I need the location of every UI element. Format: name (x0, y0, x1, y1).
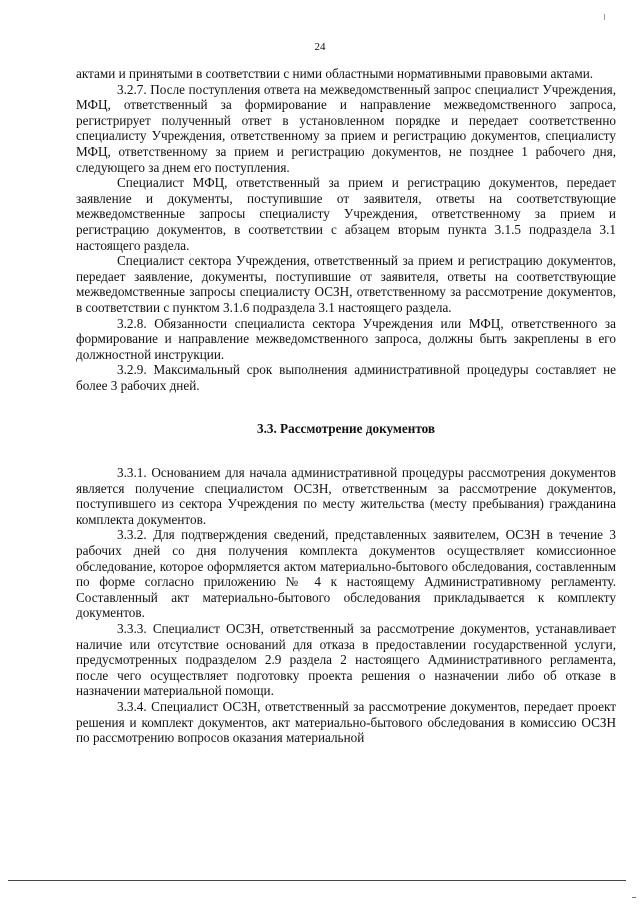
paragraph-3-2-8: 3.2.8. Обязанности специалиста сектора Учреждения или МФЦ, ответственного за формирование и направление межведомственного запроса, должны быть закреплены в его должностной инструкции. (76, 315, 616, 362)
paragraph-mfc-specialist: Специалист МФЦ, ответственный за прием и регистрацию документов, передает заявление и документы, поступившие от заявителя, ответы на соответствующие межведомственные запросы специалисту Учреждения, ответственному за прием и регистрацию документов, в соответствии с абзацем вторым пункта 3.1.5 подраздела 3.1 настоящего раздела. (76, 175, 616, 253)
paragraph-3-2-9: 3.2.9. Максимальный срок выполнения административной процедуры составляет не более 3 рабочих дней. (76, 362, 616, 393)
paragraph-sector-specialist: Специалист сектора Учреждения, ответственный за прием и регистрацию документов, передает заявление, документы, поступившие от заявителя, ответы на соответствующие межведомственные запросы специалисту ОСЗН, ответственному за рассмотрение документов, в соответствии с пунктом 3.1.6 подраздела 3.1 настоящего раздела. (76, 253, 616, 315)
scan-mark-corner (632, 897, 636, 898)
paragraph-3-3-3: 3.3.3. Специалист ОСЗН, ответственный за рассмотрение документов, устанавливает наличие или отсутствие оснований для отказа в предоставлении государственной услуги, предусмотренных подразделом 2.9 раздела 2 настоящего Административного регламента, после чего осуществляет подготовку проекта решения о назначении либо об отказе в назначении материальной помощи. (76, 621, 616, 699)
page-number: 24 (314, 41, 326, 53)
bottom-rule (8, 880, 626, 881)
document-body (76, 66, 616, 746)
paragraph-3-3-1: 3.3.1. Основанием для начала административной процедуры рассмотрения документов является получение специалистом ОСЗН, ответственным за рассмотрение документов, поступившего из сектора Учреждения по месту жительства (месту пребывания) гражданина комплекта документов. (76, 465, 616, 527)
paragraph-3-3-4: 3.3.4. Специалист ОСЗН, ответственный за рассмотрение документов, передает проект решения и комплект документов, акт материально-бытового обследования в комиссию ОСЗН по рассмотрению вопросов оказания материальной (76, 698, 616, 746)
scan-mark (604, 14, 605, 20)
paragraph-continuation: актами и принятыми в соответствии с ними областными нормативными правовыми актами. (76, 66, 594, 81)
section-heading: 3.3. Рассмотрение документов (256, 421, 436, 437)
paragraph-3-2-7: 3.2.7. После поступления ответа на межведомственный запрос специалист Учреждения, МФЦ, ответственный за формирование и направление межведомственного запроса, регистрирует полученный ответ в установленном порядке и передает соответственно специалисту Учреждения, ответственному за прием и регистрацию документов, специалисту МФЦ, ответственному за прием и регистрацию документов, не позднее 1 рабочего дня, следующего за днем его поступления. (76, 81, 616, 175)
paragraph-3-3-2: 3.3.2. Для подтверждения сведений, представленных заявителем, ОСЗН в течение 3 рабочих дней со дня получения комплекта документов осуществляет комиссионное обследование, которое оформляется актом материально-бытового обследования, составленным по форме согласно приложению № 4 к настоящему Административному регламенту. Составленный акт материально-бытового обследования прикладывается к комплекту документов. (76, 527, 616, 621)
